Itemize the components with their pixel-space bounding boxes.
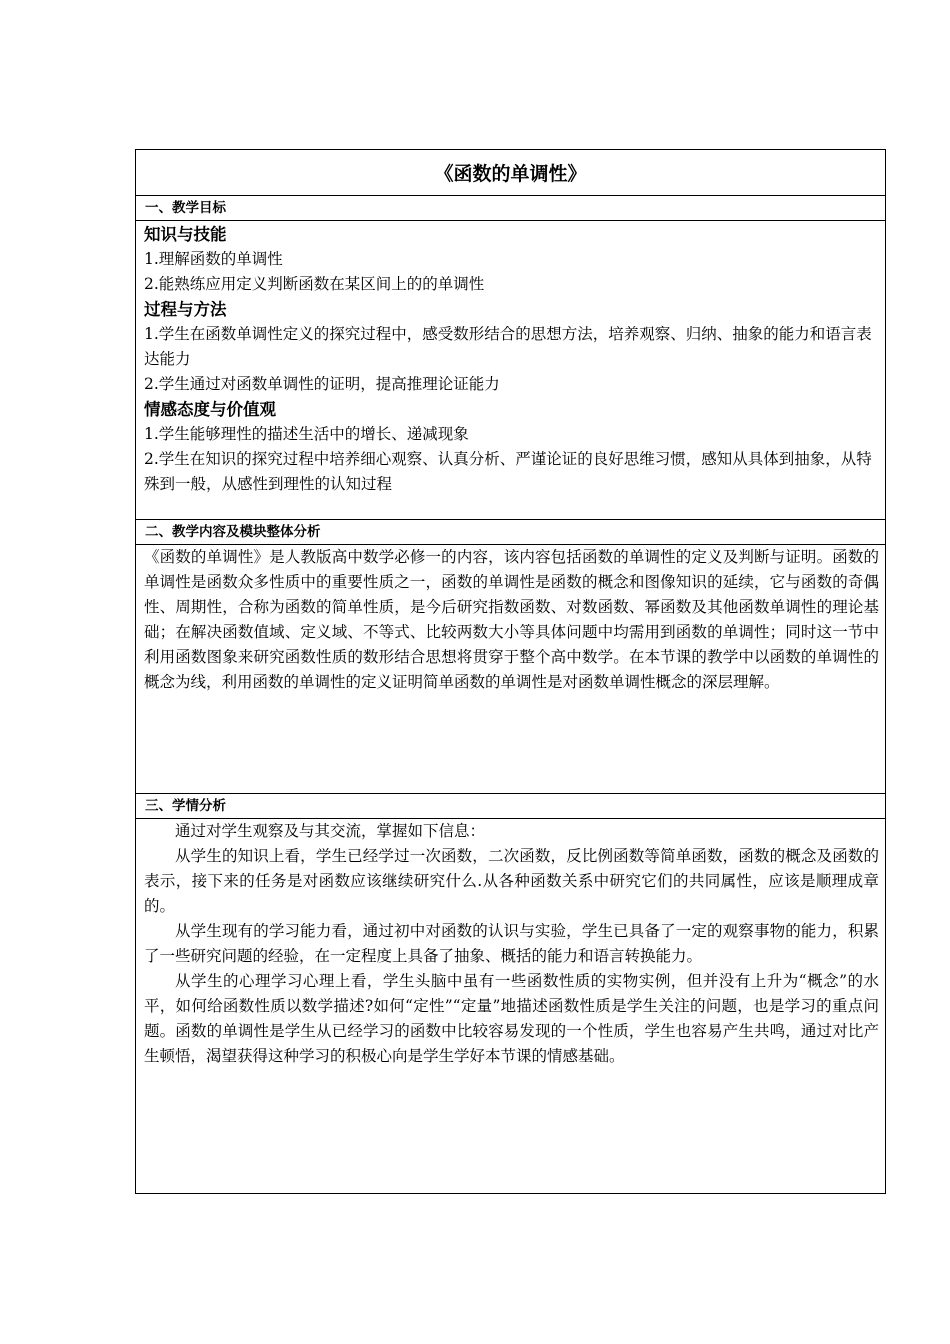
student-analysis-paragraph: 从学生的心理学习心理上看，学生头脑中虽有一些函数性质的实物实例，但并没有上升为“概念”的水平，如何给函数性质以数学描述?如何“定性”“定量”地描述函数性质是学生关注的问题，也是学习的重点问题。函数的单调性是学生从已经学习的函数中比较容易发现的一个性质，学生也容易产生共鸣，通过对比产生顿悟，渴望获得这种学习的积极心向是学生学好本节课的情感基础。	[144, 972, 879, 1065]
student-analysis-paragraph: 从学生的知识上看，学生已经学过一次函数，二次函数，反比例函数等简单函数，函数的概念及函数的表示，接下来的任务是对函数应该继续研究什么.从各种函数关系中研究它们的共同属性，应该是顺理成章的。	[144, 847, 879, 915]
section-body-student-analysis	[136, 819, 885, 1193]
section-heading-student-analysis: 三、学情分析	[136, 794, 885, 819]
objective-item: 1.学生能够理性的描述生活中的增长、递减现象	[144, 425, 469, 443]
student-analysis-paragraph: 从学生现有的学习能力看，通过初中对函数的认识与实验，学生已具备了一定的观察事物的能力，积累了一些研究问题的经验，在一定程度上具备了抽象、概括的能力和语言转换能力。	[144, 922, 879, 965]
subheading-knowledge-skills: 知识与技能	[144, 225, 227, 244]
objective-item: 2.学生在知识的探究过程中培养细心观察、认真分析、严谨论证的良好思维习惯，感知从具体到抽象，从特殊到一般，从感性到理性的认知过程	[144, 450, 872, 493]
section-heading-content-analysis: 二、教学内容及模块整体分析	[136, 520, 885, 545]
subheading-process-methods: 过程与方法	[144, 300, 227, 319]
objective-item: 2.能熟练应用定义判断函数在某区间上的的单调性	[144, 275, 485, 293]
student-analysis-paragraph: 通过对学生观察及与其交流，掌握如下信息：	[175, 822, 486, 840]
objective-item: 1.理解函数的单调性	[144, 250, 283, 268]
lesson-plan-table	[135, 149, 886, 1194]
document-title: 《函数的单调性》	[136, 150, 885, 196]
content-analysis-paragraph: 《函数的单调性》是人教版高中数学必修一的内容，该内容包括函数的单调性的定义及判断与证明。函数的单调性是函数众多性质中的重要性质之一，函数的单调性是函数的概念和图像知识的延续，它与函数的奇偶性、周期性，合称为函数的简单性质，是今后研究指数函数、对数函数、幂函数及其他函数单调性的理论基础；在解决函数值域、定义域、不等式、比较两数大小等具体问题中均需用到函数的单调性；同时这一节中利用函数图象来研究函数性质的数形结合思想将贯穿于整个高中数学。在本节课的教学中以函数的单调性的概念为线，利用函数的单调性的定义证明简单函数的单调性是对函数单调性概念的深层理解。	[144, 548, 879, 691]
section-heading-objectives: 一、教学目标	[136, 196, 885, 221]
subheading-attitude-values: 情感态度与价值观	[144, 400, 276, 419]
section-body-content-analysis	[136, 545, 885, 794]
section-body-objectives	[136, 221, 885, 520]
objective-item: 1.学生在函数单调性定义的探究过程中，感受数形结合的思想方法，培养观察、归纳、抽象的能力和语言表达能力	[144, 325, 872, 368]
objective-item: 2.学生通过对函数单调性的证明，提高推理论证能力	[144, 375, 500, 393]
